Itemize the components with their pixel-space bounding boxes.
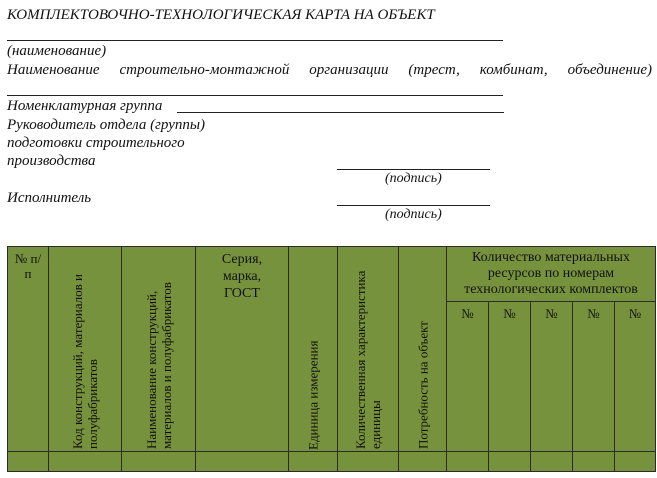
org-word: комбинат, <box>479 62 548 78</box>
header-name-label: Наименование конструкций, материалов и полуфабрикатов <box>143 282 174 449</box>
subheader-label: № <box>461 306 474 321</box>
name-caption: (наименование) <box>7 43 107 59</box>
subheader-cell <box>573 302 615 452</box>
org-word: строительно-монтажной <box>119 62 290 78</box>
nomenclature-line <box>177 112 504 113</box>
header-cell-group <box>447 247 656 302</box>
header-unit-label: Единица измерения <box>305 340 321 450</box>
signature-line-2 <box>337 205 490 206</box>
organization-line <box>7 95 503 96</box>
table-cell[interactable] <box>615 452 656 472</box>
header-series-label: Серия, марка, ГОСТ <box>221 252 263 301</box>
head-of-department-line1: Руководитель отдела (группы) <box>7 117 206 133</box>
org-word: (трест, <box>408 62 460 78</box>
table-cell[interactable] <box>447 452 489 472</box>
organization-label <box>7 61 652 79</box>
header-number-label: № п/п <box>14 251 42 281</box>
header-cell-need <box>399 247 447 452</box>
subheader-label: № <box>503 306 516 321</box>
subheader-cell <box>615 302 656 452</box>
header-cell-series <box>196 247 289 452</box>
signature-caption-1: (подпись) <box>385 171 442 186</box>
table-cell[interactable] <box>573 452 615 472</box>
header-quant-char-label: Количественная характеристика единицы <box>353 270 383 449</box>
header-cell-unit <box>289 247 338 452</box>
table-row <box>8 452 656 472</box>
subheader-label: № <box>545 306 558 321</box>
table-cell[interactable] <box>49 452 122 472</box>
card-table <box>7 246 656 472</box>
header-cell-quant-char <box>338 247 399 452</box>
header-need-label: Потребность на объект <box>415 321 430 449</box>
table-cell[interactable] <box>338 452 399 472</box>
header-cell-code <box>49 247 122 452</box>
subheader-cell <box>489 302 531 452</box>
table-cell[interactable] <box>8 452 49 472</box>
subheader-cell <box>531 302 573 452</box>
object-name-line <box>7 40 503 41</box>
signature-line-1 <box>337 169 490 170</box>
org-word: объединение) <box>567 62 652 78</box>
head-of-department-line3: производства <box>7 153 96 169</box>
header-cell-number <box>8 247 49 452</box>
document-title: КОМПЛЕКТОВОЧНО-ТЕХНОЛОГИЧЕСКАЯ КАРТА НА ОБЪЕКТ <box>7 7 435 23</box>
org-word: Наименование <box>7 62 100 78</box>
signature-caption-2: (подпись) <box>385 207 442 222</box>
org-word: организации <box>309 62 389 78</box>
subheader-cell <box>447 302 489 452</box>
nomenclature-label: Номенклатурная группа <box>7 98 163 114</box>
table-cell[interactable] <box>399 452 447 472</box>
table-cell[interactable] <box>122 452 196 472</box>
table-header-row <box>8 247 656 302</box>
header-code-label: Код конструкций, материалов и полуфабрикатов <box>70 274 100 449</box>
header-cell-name <box>122 247 196 452</box>
subheader-label: № <box>628 306 642 321</box>
header-group-label: Количество материальных ресурсов по номерам технологических комплектов <box>464 250 638 297</box>
subheader-label: № <box>587 306 600 321</box>
table-cell[interactable] <box>196 452 289 472</box>
executor-label: Исполнитель <box>7 190 92 206</box>
table-cell[interactable] <box>531 452 573 472</box>
table-cell[interactable] <box>489 452 531 472</box>
table-cell[interactable] <box>289 452 338 472</box>
head-of-department-line2: подготовки строительного <box>7 135 185 151</box>
